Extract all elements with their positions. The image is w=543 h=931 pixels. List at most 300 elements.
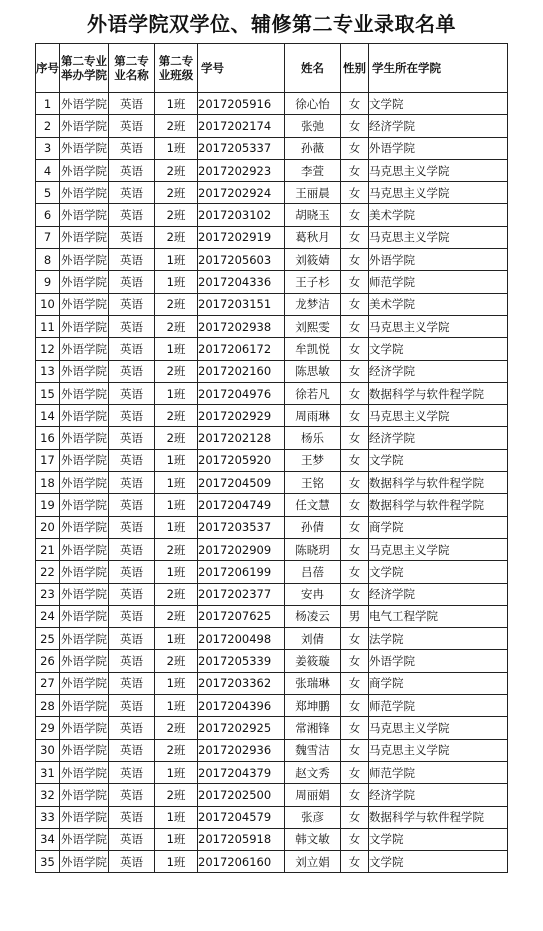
table-row <box>36 650 508 672</box>
cell-no: 29 <box>36 717 60 739</box>
cell-name: 杨凌云 <box>285 605 341 627</box>
cell-school: 外语学院 <box>60 159 109 181</box>
cell-student-id: 2017202500 <box>198 784 285 806</box>
cell-student-id: 2017205920 <box>198 449 285 471</box>
cell-school: 外语学院 <box>60 672 109 694</box>
cell-no: 23 <box>36 583 60 605</box>
cell-student-id: 2017204976 <box>198 382 285 404</box>
table-row <box>36 382 508 404</box>
cell-dept: 经济学院 <box>369 583 508 605</box>
table-row <box>36 159 508 181</box>
cell-dept: 师范学院 <box>369 271 508 293</box>
cell-dept: 文学院 <box>369 338 508 360</box>
cell-student-id: 2017202128 <box>198 427 285 449</box>
cell-gender: 女 <box>341 784 369 806</box>
cell-student-id: 2017204379 <box>198 761 285 783</box>
cell-school: 外语学院 <box>60 761 109 783</box>
header-student-id: 学号 <box>198 44 285 93</box>
cell-gender: 女 <box>341 851 369 873</box>
cell-school: 外语学院 <box>60 494 109 516</box>
cell-dept: 外语学院 <box>369 137 508 159</box>
cell-gender: 女 <box>341 695 369 717</box>
cell-name: 徐若凡 <box>285 382 341 404</box>
cell-no: 10 <box>36 293 60 315</box>
cell-school: 外语学院 <box>60 851 109 873</box>
cell-no: 3 <box>36 137 60 159</box>
cell-major: 英语 <box>109 784 155 806</box>
cell-school: 外语学院 <box>60 628 109 650</box>
cell-gender: 女 <box>341 494 369 516</box>
cell-class: 1班 <box>155 561 198 583</box>
cell-dept: 数据科学与软件程学院 <box>369 382 508 404</box>
cell-class: 1班 <box>155 249 198 271</box>
table-row <box>36 271 508 293</box>
cell-no: 28 <box>36 695 60 717</box>
table-row <box>36 561 508 583</box>
cell-dept: 法学院 <box>369 628 508 650</box>
cell-gender: 女 <box>341 293 369 315</box>
cell-class: 1班 <box>155 806 198 828</box>
cell-no: 8 <box>36 249 60 271</box>
cell-major: 英语 <box>109 115 155 137</box>
cell-gender: 女 <box>341 806 369 828</box>
cell-major: 英语 <box>109 182 155 204</box>
cell-student-id: 2017206199 <box>198 561 285 583</box>
cell-major: 英语 <box>109 93 155 115</box>
cell-student-id: 2017205337 <box>198 137 285 159</box>
cell-dept: 数据科学与软件程学院 <box>369 494 508 516</box>
cell-no: 25 <box>36 628 60 650</box>
cell-school: 外语学院 <box>60 739 109 761</box>
table-row <box>36 338 508 360</box>
cell-school: 外语学院 <box>60 583 109 605</box>
cell-student-id: 2017200498 <box>198 628 285 650</box>
cell-dept: 马克思主义学院 <box>369 315 508 337</box>
cell-major: 英语 <box>109 137 155 159</box>
cell-no: 22 <box>36 561 60 583</box>
cell-name: 刘立娟 <box>285 851 341 873</box>
cell-class: 1班 <box>155 516 198 538</box>
cell-school: 外语学院 <box>60 472 109 494</box>
cell-student-id: 2017203151 <box>198 293 285 315</box>
table-row <box>36 360 508 382</box>
cell-student-id: 2017202377 <box>198 583 285 605</box>
cell-class: 1班 <box>155 93 198 115</box>
cell-school: 外语学院 <box>60 293 109 315</box>
cell-name: 孙薇 <box>285 137 341 159</box>
cell-student-id: 2017206172 <box>198 338 285 360</box>
header-gender: 性别 <box>341 44 369 93</box>
cell-major: 英语 <box>109 271 155 293</box>
cell-name: 刘熙雯 <box>285 315 341 337</box>
table-row <box>36 204 508 226</box>
cell-major: 英语 <box>109 427 155 449</box>
cell-class: 2班 <box>155 315 198 337</box>
cell-gender: 女 <box>341 204 369 226</box>
cell-student-id: 2017202924 <box>198 182 285 204</box>
cell-dept: 文学院 <box>369 93 508 115</box>
cell-major: 英语 <box>109 561 155 583</box>
header-dept: 学生所在学院 <box>369 44 508 93</box>
cell-no: 11 <box>36 315 60 337</box>
cell-school: 外语学院 <box>60 315 109 337</box>
table-row <box>36 717 508 739</box>
cell-gender: 女 <box>341 226 369 248</box>
cell-student-id: 2017207625 <box>198 605 285 627</box>
header-name: 姓名 <box>285 44 341 93</box>
cell-major: 英语 <box>109 494 155 516</box>
cell-no: 6 <box>36 204 60 226</box>
cell-dept: 文学院 <box>369 561 508 583</box>
cell-name: 王铭 <box>285 472 341 494</box>
table-row <box>36 784 508 806</box>
cell-gender: 女 <box>341 315 369 337</box>
cell-name: 刘筱婧 <box>285 249 341 271</box>
table-row <box>36 538 508 560</box>
cell-dept: 文学院 <box>369 828 508 850</box>
table-row <box>36 449 508 471</box>
cell-name: 任文慧 <box>285 494 341 516</box>
table-row <box>36 494 508 516</box>
cell-gender: 女 <box>341 583 369 605</box>
cell-student-id: 2017202925 <box>198 717 285 739</box>
cell-gender: 女 <box>341 449 369 471</box>
cell-school: 外语学院 <box>60 204 109 226</box>
cell-class: 1班 <box>155 494 198 516</box>
cell-dept: 马克思主义学院 <box>369 159 508 181</box>
cell-gender: 女 <box>341 739 369 761</box>
cell-class: 1班 <box>155 338 198 360</box>
header-school: 第二专业举办学院 <box>60 44 109 93</box>
cell-major: 英语 <box>109 828 155 850</box>
cell-dept: 马克思主义学院 <box>369 226 508 248</box>
cell-dept: 外语学院 <box>369 650 508 672</box>
cell-name: 孙倩 <box>285 516 341 538</box>
cell-school: 外语学院 <box>60 717 109 739</box>
cell-name: 陈思敏 <box>285 360 341 382</box>
table-row <box>36 405 508 427</box>
cell-dept: 马克思主义学院 <box>369 538 508 560</box>
cell-gender: 女 <box>341 538 369 560</box>
cell-dept: 经济学院 <box>369 784 508 806</box>
cell-name: 李萱 <box>285 159 341 181</box>
cell-dept: 经济学院 <box>369 360 508 382</box>
cell-dept: 美术学院 <box>369 293 508 315</box>
cell-student-id: 2017204336 <box>198 271 285 293</box>
cell-name: 韩文敏 <box>285 828 341 850</box>
cell-major: 英语 <box>109 405 155 427</box>
cell-gender: 女 <box>341 360 369 382</box>
cell-school: 外语学院 <box>60 382 109 404</box>
cell-dept: 马克思主义学院 <box>369 182 508 204</box>
cell-gender: 女 <box>341 382 369 404</box>
cell-no: 31 <box>36 761 60 783</box>
cell-name: 安冉 <box>285 583 341 605</box>
cell-school: 外语学院 <box>60 828 109 850</box>
cell-no: 20 <box>36 516 60 538</box>
cell-class: 2班 <box>155 538 198 560</box>
cell-no: 15 <box>36 382 60 404</box>
cell-major: 英语 <box>109 472 155 494</box>
table-row <box>36 182 508 204</box>
cell-gender: 女 <box>341 672 369 694</box>
cell-major: 英语 <box>109 605 155 627</box>
cell-no: 14 <box>36 405 60 427</box>
table-row <box>36 806 508 828</box>
cell-student-id: 2017205916 <box>198 93 285 115</box>
cell-dept: 马克思主义学院 <box>369 739 508 761</box>
cell-gender: 女 <box>341 137 369 159</box>
table-row <box>36 226 508 248</box>
cell-name: 刘倩 <box>285 628 341 650</box>
cell-class: 1班 <box>155 449 198 471</box>
cell-dept: 文学院 <box>369 449 508 471</box>
cell-school: 外语学院 <box>60 605 109 627</box>
cell-dept: 商学院 <box>369 672 508 694</box>
cell-no: 12 <box>36 338 60 360</box>
cell-name: 龙梦洁 <box>285 293 341 315</box>
cell-student-id: 2017204749 <box>198 494 285 516</box>
cell-no: 18 <box>36 472 60 494</box>
table-row <box>36 315 508 337</box>
cell-name: 郑坤鹏 <box>285 695 341 717</box>
cell-school: 外语学院 <box>60 360 109 382</box>
cell-major: 英语 <box>109 293 155 315</box>
cell-class: 2班 <box>155 204 198 226</box>
cell-gender: 女 <box>341 159 369 181</box>
cell-no: 33 <box>36 806 60 828</box>
cell-no: 21 <box>36 538 60 560</box>
cell-class: 2班 <box>155 293 198 315</box>
cell-school: 外语学院 <box>60 249 109 271</box>
cell-dept: 师范学院 <box>369 761 508 783</box>
cell-school: 外语学院 <box>60 115 109 137</box>
cell-no: 24 <box>36 605 60 627</box>
cell-student-id: 2017202929 <box>198 405 285 427</box>
cell-school: 外语学院 <box>60 182 109 204</box>
cell-gender: 男 <box>341 605 369 627</box>
cell-class: 1班 <box>155 761 198 783</box>
cell-gender: 女 <box>341 717 369 739</box>
cell-no: 27 <box>36 672 60 694</box>
cell-major: 英语 <box>109 717 155 739</box>
cell-name: 王子杉 <box>285 271 341 293</box>
cell-gender: 女 <box>341 628 369 650</box>
header-major: 第二专业名称 <box>109 44 155 93</box>
cell-class: 1班 <box>155 695 198 717</box>
cell-major: 英语 <box>109 538 155 560</box>
cell-student-id: 2017204396 <box>198 695 285 717</box>
cell-major: 英语 <box>109 338 155 360</box>
cell-name: 张弛 <box>285 115 341 137</box>
cell-class: 2班 <box>155 605 198 627</box>
cell-student-id: 2017203537 <box>198 516 285 538</box>
cell-class: 1班 <box>155 137 198 159</box>
cell-major: 英语 <box>109 761 155 783</box>
cell-no: 1 <box>36 93 60 115</box>
cell-major: 英语 <box>109 204 155 226</box>
cell-school: 外语学院 <box>60 449 109 471</box>
cell-dept: 数据科学与软件程学院 <box>369 472 508 494</box>
cell-gender: 女 <box>341 115 369 137</box>
cell-name: 葛秋月 <box>285 226 341 248</box>
cell-student-id: 2017204509 <box>198 472 285 494</box>
cell-no: 34 <box>36 828 60 850</box>
cell-no: 30 <box>36 739 60 761</box>
cell-student-id: 2017202160 <box>198 360 285 382</box>
cell-major: 英语 <box>109 449 155 471</box>
cell-name: 吕蓓 <box>285 561 341 583</box>
table-row <box>36 851 508 873</box>
cell-gender: 女 <box>341 271 369 293</box>
table-row <box>36 739 508 761</box>
cell-major: 英语 <box>109 382 155 404</box>
table-row <box>36 115 508 137</box>
admission-list-table <box>35 43 508 873</box>
cell-dept: 外语学院 <box>369 249 508 271</box>
cell-major: 英语 <box>109 672 155 694</box>
cell-dept: 马克思主义学院 <box>369 717 508 739</box>
cell-major: 英语 <box>109 159 155 181</box>
cell-school: 外语学院 <box>60 806 109 828</box>
cell-no: 19 <box>36 494 60 516</box>
cell-school: 外语学院 <box>60 784 109 806</box>
table-row <box>36 672 508 694</box>
cell-class: 1班 <box>155 851 198 873</box>
cell-major: 英语 <box>109 695 155 717</box>
cell-dept: 数据科学与软件程学院 <box>369 806 508 828</box>
cell-name: 牟凯悦 <box>285 338 341 360</box>
cell-major: 英语 <box>109 806 155 828</box>
cell-name: 胡晓玉 <box>285 204 341 226</box>
cell-dept: 商学院 <box>369 516 508 538</box>
header-no: 序号 <box>36 44 60 93</box>
cell-name: 魏雪洁 <box>285 739 341 761</box>
table-row <box>36 628 508 650</box>
cell-major: 英语 <box>109 628 155 650</box>
cell-name: 王梦 <box>285 449 341 471</box>
cell-no: 2 <box>36 115 60 137</box>
cell-class: 1班 <box>155 672 198 694</box>
cell-no: 9 <box>36 271 60 293</box>
cell-major: 英语 <box>109 226 155 248</box>
cell-school: 外语学院 <box>60 695 109 717</box>
cell-no: 4 <box>36 159 60 181</box>
cell-name: 杨乐 <box>285 427 341 449</box>
cell-gender: 女 <box>341 338 369 360</box>
cell-class: 1班 <box>155 472 198 494</box>
cell-student-id: 2017202938 <box>198 315 285 337</box>
cell-class: 2班 <box>155 226 198 248</box>
table-row <box>36 761 508 783</box>
cell-class: 2班 <box>155 717 198 739</box>
table-row <box>36 93 508 115</box>
cell-school: 外语学院 <box>60 226 109 248</box>
cell-school: 外语学院 <box>60 538 109 560</box>
cell-name: 常湘锋 <box>285 717 341 739</box>
cell-gender: 女 <box>341 561 369 583</box>
cell-major: 英语 <box>109 851 155 873</box>
cell-major: 英语 <box>109 650 155 672</box>
cell-school: 外语学院 <box>60 516 109 538</box>
cell-dept: 师范学院 <box>369 695 508 717</box>
cell-gender: 女 <box>341 516 369 538</box>
cell-name: 张彦 <box>285 806 341 828</box>
cell-student-id: 2017205339 <box>198 650 285 672</box>
cell-name: 王丽晨 <box>285 182 341 204</box>
cell-no: 26 <box>36 650 60 672</box>
cell-class: 2班 <box>155 405 198 427</box>
cell-class: 1班 <box>155 382 198 404</box>
cell-class: 1班 <box>155 271 198 293</box>
table-row <box>36 583 508 605</box>
cell-no: 35 <box>36 851 60 873</box>
cell-name: 徐心怡 <box>285 93 341 115</box>
header-class: 第二专业班级 <box>155 44 198 93</box>
cell-gender: 女 <box>341 761 369 783</box>
cell-dept: 马克思主义学院 <box>369 405 508 427</box>
table-row <box>36 249 508 271</box>
cell-class: 1班 <box>155 828 198 850</box>
cell-school: 外语学院 <box>60 427 109 449</box>
table-row <box>36 472 508 494</box>
table-row <box>36 137 508 159</box>
cell-student-id: 2017202174 <box>198 115 285 137</box>
cell-class: 2班 <box>155 182 198 204</box>
page-title: 外语学院双学位、辅修第二专业录取名单 <box>87 12 456 36</box>
cell-no: 17 <box>36 449 60 471</box>
table-row <box>36 605 508 627</box>
cell-major: 英语 <box>109 739 155 761</box>
cell-student-id: 2017202919 <box>198 226 285 248</box>
cell-school: 外语学院 <box>60 650 109 672</box>
cell-student-id: 2017202909 <box>198 538 285 560</box>
cell-student-id: 2017203102 <box>198 204 285 226</box>
cell-dept: 经济学院 <box>369 115 508 137</box>
cell-student-id: 2017206160 <box>198 851 285 873</box>
cell-dept: 美术学院 <box>369 204 508 226</box>
cell-gender: 女 <box>341 249 369 271</box>
cell-class: 2班 <box>155 360 198 382</box>
cell-class: 1班 <box>155 628 198 650</box>
cell-name: 姜筱璇 <box>285 650 341 672</box>
cell-name: 赵文秀 <box>285 761 341 783</box>
cell-name: 张瑞琳 <box>285 672 341 694</box>
cell-dept: 电气工程学院 <box>369 605 508 627</box>
cell-dept: 文学院 <box>369 851 508 873</box>
cell-student-id: 2017202936 <box>198 739 285 761</box>
cell-major: 英语 <box>109 360 155 382</box>
table-header-row <box>36 44 508 93</box>
cell-gender: 女 <box>341 650 369 672</box>
cell-school: 外语学院 <box>60 271 109 293</box>
cell-school: 外语学院 <box>60 93 109 115</box>
cell-class: 2班 <box>155 159 198 181</box>
cell-name: 周丽娟 <box>285 784 341 806</box>
cell-gender: 女 <box>341 472 369 494</box>
cell-class: 2班 <box>155 739 198 761</box>
cell-name: 陈晓玥 <box>285 538 341 560</box>
cell-student-id: 2017204579 <box>198 806 285 828</box>
cell-no: 13 <box>36 360 60 382</box>
cell-school: 外语学院 <box>60 405 109 427</box>
cell-no: 32 <box>36 784 60 806</box>
cell-gender: 女 <box>341 405 369 427</box>
cell-no: 16 <box>36 427 60 449</box>
table-row <box>36 828 508 850</box>
cell-class: 2班 <box>155 115 198 137</box>
cell-student-id: 2017203362 <box>198 672 285 694</box>
